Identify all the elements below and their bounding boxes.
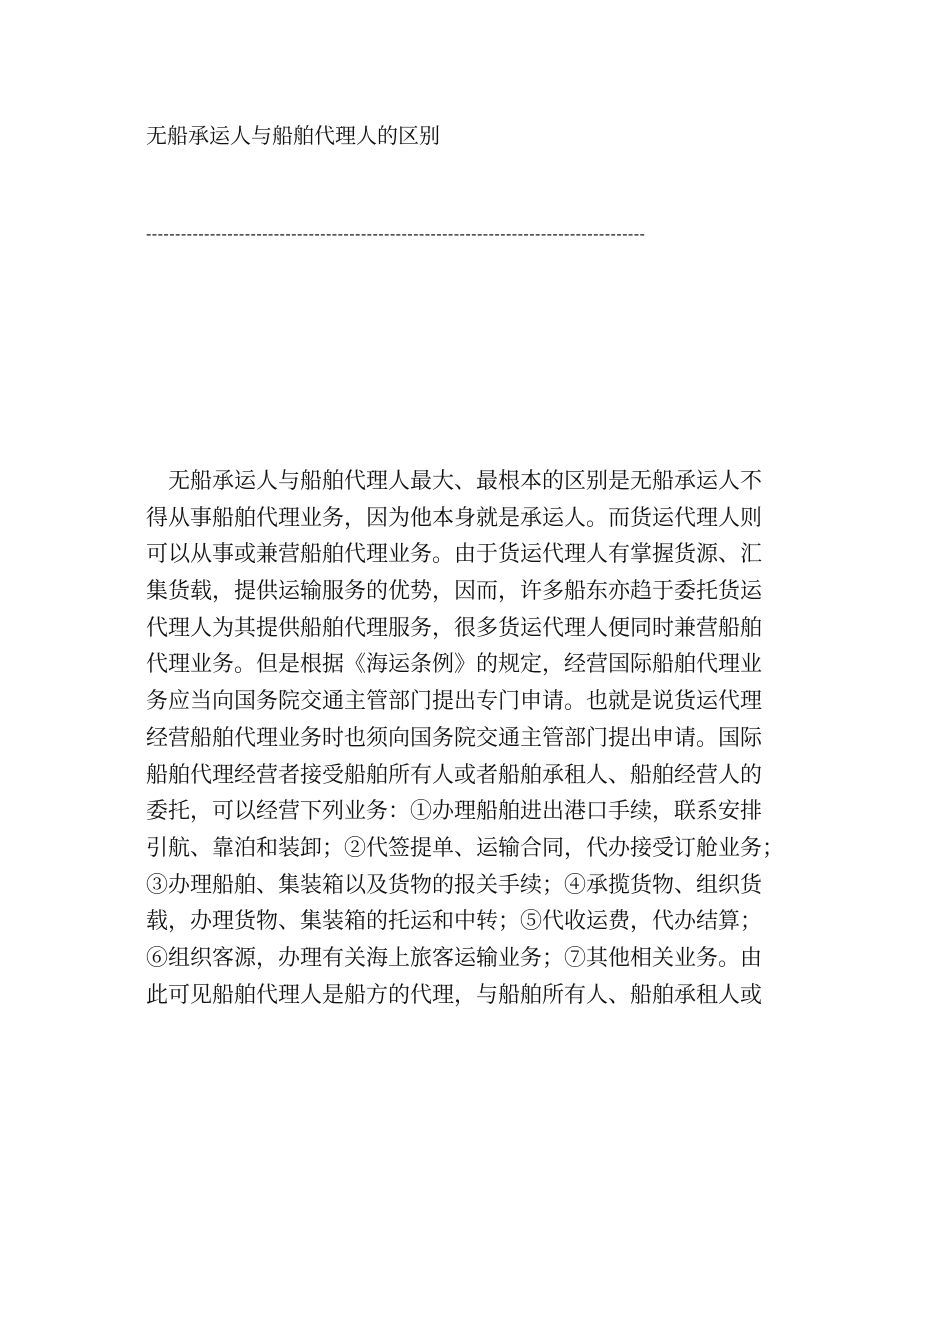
body-line: 经营船舶代理业务时也须向国务院交通主管部门提出申请。国际	[146, 725, 763, 751]
body-line: 无船承运人与船舶代理人最大、最根本的区别是无船承运人不	[146, 469, 763, 494]
body-line: 可以从事或兼营船舶代理业务。由于货运代理人有掌握货源、汇	[146, 542, 763, 568]
separator-line: --------------------------------------------------------------------------------------	[146, 224, 646, 243]
body-line: 委托，可以经营下列业务：①办理船舶进出港口手续，联系安排	[146, 799, 763, 825]
body-line: 船舶代理经营者接受船舶所有人或者船舶承租人、船舶经营人的	[146, 762, 763, 788]
body-line: 引航、靠泊和装卸；②代签提单、运输合同，代办接受订舱业务；	[146, 835, 785, 861]
body-line: 代理业务。但是根据《海运条例》的规定，经营国际船舶代理业	[146, 652, 763, 678]
body-line: 代理人为其提供船舶代理服务，很多货运代理人便同时兼营船舶	[146, 615, 763, 641]
document-title: 无船承运人与船舶代理人的区别	[146, 124, 440, 148]
body-paragraph	[146, 464, 810, 1014]
body-line: 务应当向国务院交通主管部门提出专门申请。也就是说货运代理	[146, 689, 763, 715]
body-line: ⑥组织客源，办理有关海上旅客运输业务；⑦其他相关业务。由	[146, 945, 763, 971]
body-line: ③办理船舶、集装箱以及货物的报关手续；④承揽货物、组织货	[146, 872, 763, 898]
body-line: 得从事船舶代理业务，因为他本身就是承运人。而货运代理人则	[146, 505, 763, 531]
body-line: 此可见船舶代理人是船方的代理，与船舶所有人、船舶承租人或	[146, 982, 763, 1008]
body-line: 集货载，提供运输服务的优势，因而，许多船东亦趋于委托货运	[146, 579, 763, 605]
body-line: 载，办理货物、集装箱的托运和中转；⑤代收运费，代办结算；	[146, 909, 763, 935]
